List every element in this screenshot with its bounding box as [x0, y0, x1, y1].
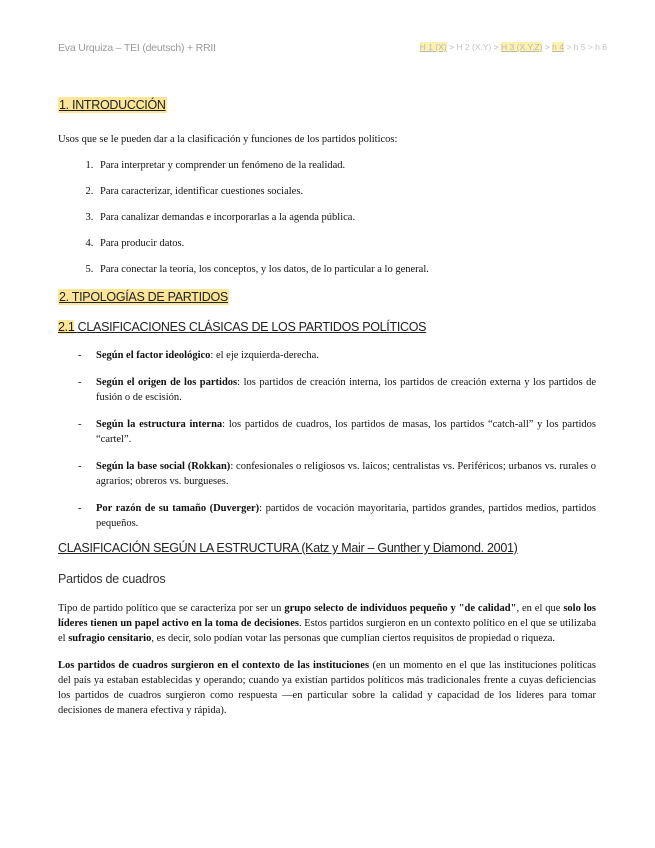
- heading-legend-item: >: [542, 42, 553, 52]
- heading-legend: [420, 42, 607, 52]
- classification-item: [58, 459, 596, 489]
- classification-item: [58, 501, 596, 531]
- classification-description: : el eje izquierda-derecha.: [210, 350, 319, 361]
- uses-list-item: 1. Para interpretar y comprender un fenómeno de la realidad.: [96, 158, 596, 173]
- cuadros-heading: Partidos de cuadros: [58, 572, 166, 586]
- emphasis-text: solo los líderes tienen un papel activo en la toma de decisiones: [58, 603, 596, 629]
- emphasis-text: grupo selecto de individuos pequeño y "de calidad": [284, 603, 517, 614]
- classification-item: [58, 375, 596, 405]
- classification-criterion: Por razón de su tamaño (Duverger): [96, 503, 260, 514]
- body-text: , en el que: [516, 603, 564, 614]
- classifications-list: [58, 348, 596, 531]
- section-2-1-heading: [58, 320, 596, 334]
- body-text: . Estos partidos surgieron en un contexto político en el que se utilizaba el: [58, 618, 596, 644]
- heading-legend-item: H 3 (X.Y.Z): [501, 42, 543, 52]
- section-2-1-title: CLASIFICACIONES CLÁSICAS DE LOS PARTIDOS POLÍTICOS: [74, 320, 427, 334]
- emphasis-text: Los partidos de cuadros surgieron en el contexto de las instituciones: [58, 660, 370, 671]
- emphasis-text: sufragio censitario: [68, 633, 152, 644]
- section-1-intro: Usos que se le pueden dar a la clasificación y funciones de los partidos políticos:: [58, 134, 398, 145]
- heading-legend-item: H 2 (X.Y): [456, 42, 492, 52]
- section-2-title: TIPOLOGÍAS DE PARTIDOS: [71, 290, 228, 304]
- section-1-number: 1.: [59, 98, 69, 112]
- classification-item: [58, 417, 596, 447]
- dash-bullet-icon: -: [78, 419, 82, 430]
- body-text: (en un momento en el que las instituciones políticas del país ya estaban establecidas y operando; cuando ya existían partidos políticos más tradicionales frente a cuyas deficiencias los partidos de cuadros surgieron como respuesta —en particular sobre la calidad y capacidad de los líderes para tomar decisiones de manera efectiva y rápida).: [58, 660, 596, 716]
- dash-bullet-icon: -: [78, 503, 82, 514]
- page-header: [58, 42, 607, 58]
- section-1-title: INTRODUCCIÓN: [72, 98, 166, 112]
- classification-criterion: Según la base social (Rokkan): [96, 461, 231, 472]
- classification-criterion: Según el factor ideológico: [96, 350, 211, 361]
- classification-criterion: Según la estructura interna: [96, 419, 223, 430]
- dash-bullet-icon: -: [78, 350, 82, 361]
- classification-description: : los partidos de creación interna, los partidos de creación externa y los partidos de fusión o de escisión.: [96, 377, 596, 403]
- heading-legend-item: >: [491, 42, 502, 52]
- classification-description: : los partidos de cuadros, los partidos de masas, los partidos “catch-all” y los partidos “cartel”.: [96, 419, 596, 445]
- heading-legend-item: H 1 (X): [419, 42, 447, 52]
- uses-list-item: 2. Para caracterizar, identificar cuestiones sociales.: [96, 184, 596, 199]
- uses-list-item: 3. Para canalizar demandas e incorporarlas a la agenda pública.: [96, 210, 596, 225]
- dash-bullet-icon: -: [78, 461, 82, 472]
- classification-description: : confesionales o religiosos vs. laicos; centralistas vs. Periféricos; urbanos vs. rurales o agrarios; obreros vs. burgueses.: [96, 461, 597, 487]
- uses-list-item: 4. Para producir datos.: [96, 236, 596, 251]
- body-text: , es decir, solo podían votar las personas que cumplían ciertos requisitos de propiedad o riqueza.: [151, 633, 556, 644]
- cuadros-paragraph-2: [58, 658, 596, 718]
- structure-subsection-heading: CLASIFICACIÓN SEGÚN LA ESTRUCTURA (Katz y Mair – Gunther y Diamond. 2001): [58, 541, 518, 555]
- heading-legend-item: >: [446, 42, 457, 52]
- section-2-heading: [58, 289, 229, 305]
- heading-legend-item: h 4: [552, 42, 564, 52]
- section-2-1-number: 2.1: [58, 320, 75, 334]
- dash-bullet-icon: -: [78, 377, 82, 388]
- body-text: Tipo de partido político que se caracteriza por ser un: [58, 603, 285, 614]
- section-1-heading: [58, 97, 167, 113]
- uses-list-item: 5. Para conectar la teoría, los conceptos, y los datos, de lo particular a lo general.: [96, 262, 596, 277]
- classification-item: [58, 348, 596, 363]
- uses-list: [58, 158, 596, 277]
- document-body: [58, 96, 596, 718]
- cuadros-paragraph-1: [58, 601, 596, 646]
- section-2-number: 2.: [59, 290, 69, 304]
- classification-criterion: Según el origen de los partidos: [96, 377, 238, 388]
- heading-legend-item: > h 5 > h 6: [563, 42, 607, 52]
- classification-description: : partidos de vocación mayoritaria, partidos grandes, partidos medios, partidos pequeños.: [96, 503, 596, 529]
- header-author: Eva Urquiza – TEI (deutsch) + RRII: [58, 42, 216, 54]
